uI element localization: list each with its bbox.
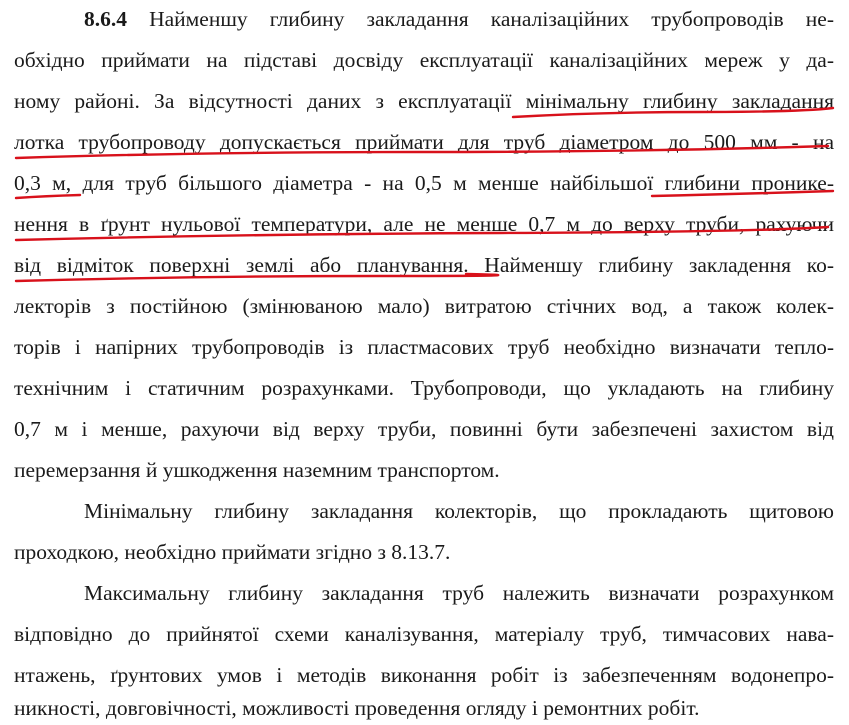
- paragraph-3-line-2: відповідно до прийнятої схеми каналізування, матеріалу труб, тимчасових нава-: [14, 622, 834, 646]
- paragraph-1-line-8: лекторів з постійною (змінюваною мало) витратою стічних вод, а також колек-: [14, 294, 834, 318]
- paragraph-1-line-11: 0,7 м і менше, рахуючи від верху труби, повинні бути забезпечені захистом від: [14, 417, 834, 441]
- paragraph-2-line-2: проходкою, необхідно приймати згідно з 8.13.7.: [14, 540, 451, 564]
- paragraph-1-line-10: технічним і статичним розрахунками. Трубопроводи, що укладають на глибину: [14, 376, 834, 400]
- paragraph-3-line-4: никності, довговічності, можливості проведення огляду і ремонтних робіт.: [14, 696, 700, 720]
- paragraph-1-line-3: ному районі. За відсутності даних з експлуатації мінімальну глибину закладання: [14, 89, 834, 113]
- paragraph-2-line-1: Мінімальну глибину закладання колекторів, що прокладають щитовою: [84, 499, 834, 523]
- clause-number: 8.6.4: [84, 7, 127, 31]
- paragraph-3-line-3: нтажень, ґрунтових умов і методів виконання робіт із забезпеченням водонепро-: [14, 663, 834, 687]
- paragraph-1-line-1: [84, 4, 834, 34]
- paragraph-1-line-12: перемерзання й ушкодження наземним транспортом.: [14, 458, 500, 482]
- paragraph-1-line-7: від відміток поверхні землі або планування. Найменшу глибину закладення ко-: [14, 253, 834, 277]
- paragraph-1-line-9: торів і напірних трубопроводів із пластмасових труб необхідно визначати тепло-: [14, 335, 834, 359]
- paragraph-1-line-1-text: Найменшу глибину закладання каналізаційних трубопроводів не-: [149, 7, 835, 31]
- paragraph-3-line-1: Максимальну глибину закладання труб належить визначати розрахунком: [84, 581, 834, 605]
- paragraph-1-line-2: обхідно приймати на підставі досвіду експлуатації каналізаційних мереж у да-: [14, 48, 834, 72]
- paragraph-1-line-6: нення в ґрунт нульової температури, але не менше 0,7 м до верху труби, рахуючи: [14, 212, 834, 236]
- paragraph-1-line-4: лотка трубопроводу допускається приймати для труб діаметром до 500 мм - на: [14, 130, 834, 154]
- paragraph-1-line-5: 0,3 м, для труб більшого діаметра - на 0,5 м менше найбільшої глибини пронике-: [14, 171, 834, 195]
